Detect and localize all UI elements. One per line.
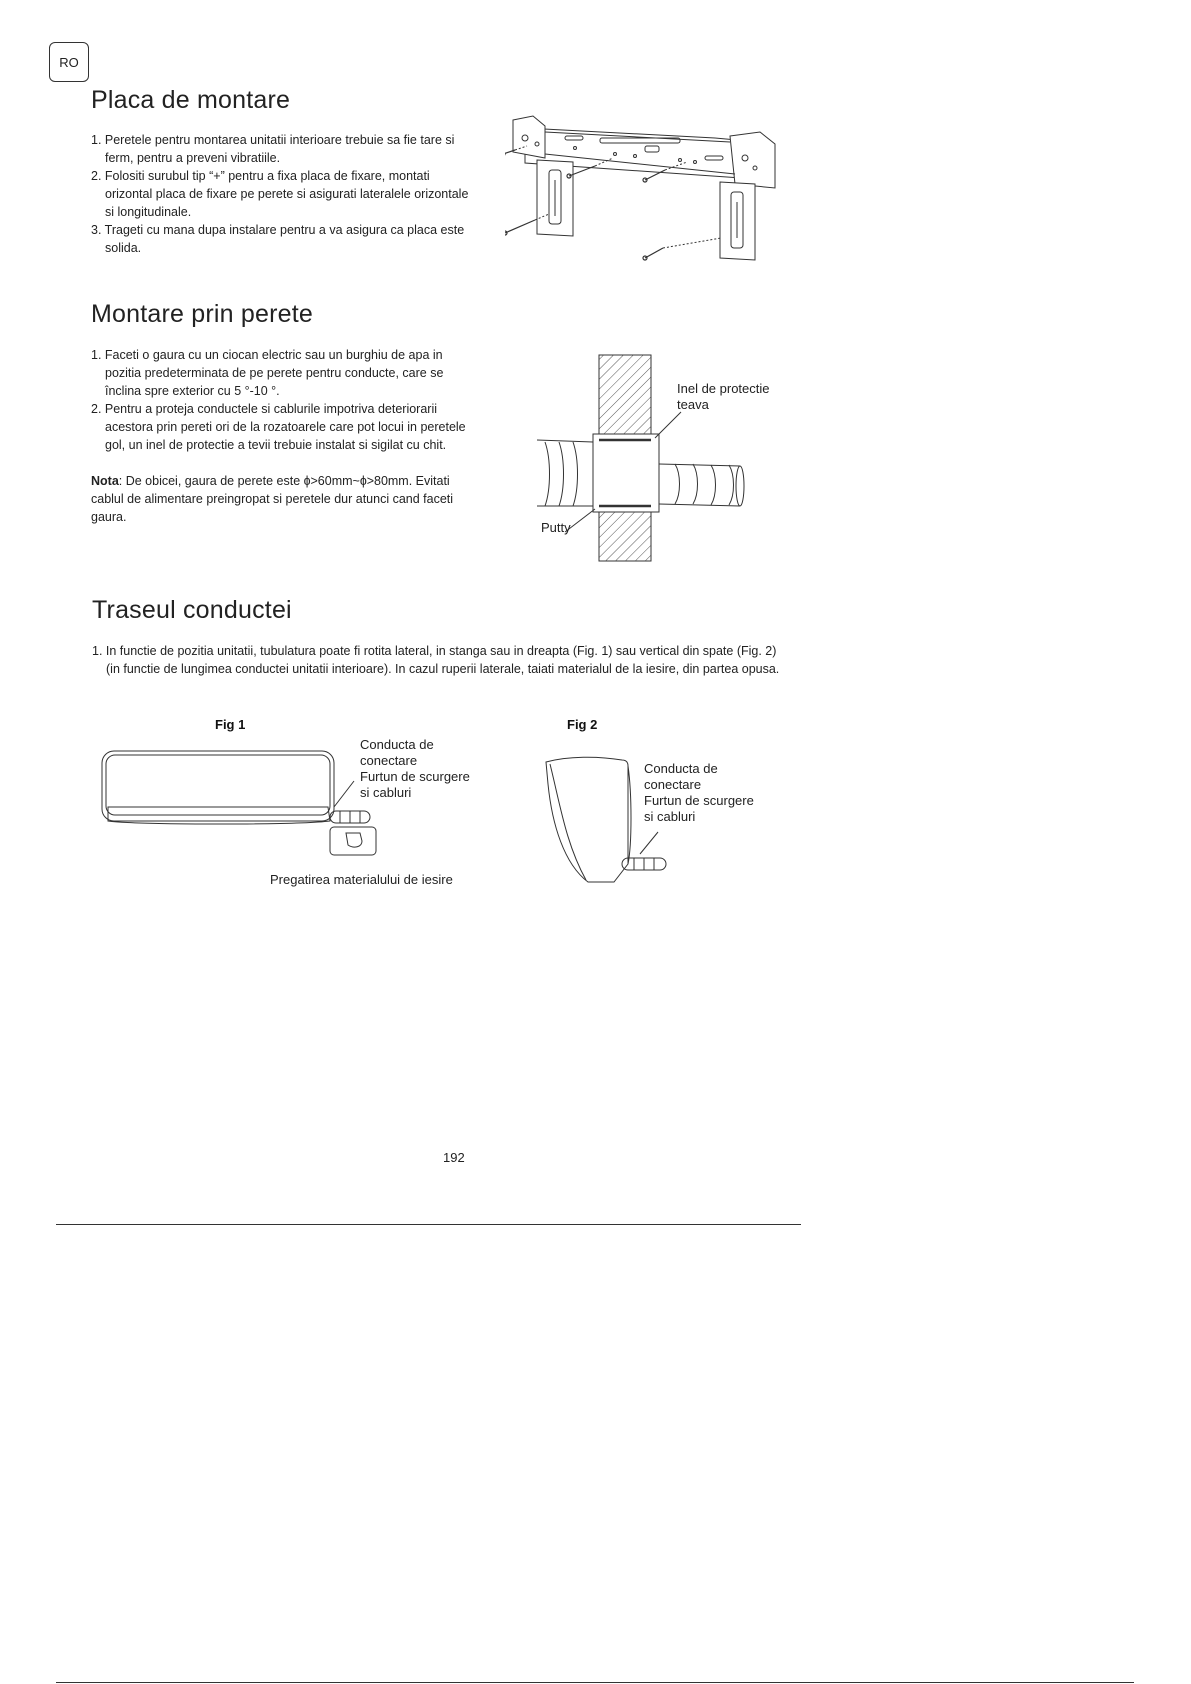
wall-mounting-steps	[91, 346, 471, 454]
wall-hole-note	[91, 472, 471, 526]
page-number: 192	[443, 1150, 465, 1165]
fig1-indoor-unit-side-routing	[98, 745, 383, 860]
fig1-label-line: Conducta de	[360, 737, 434, 752]
section-title-wall-mounting: Montare prin perete	[91, 300, 313, 328]
bottom-divider	[56, 1682, 1134, 1683]
section-title-mounting-plate: Placa de montare	[91, 86, 291, 114]
list-item: 2. Pentru a proteja conductele si cablurile impotriva deteriorarii acestora prin pereti ori de la rozatoarele care pot locui in peretele gol, un inel de protectie a tevii trebuie instalat si sigilat cu chit.	[91, 402, 466, 452]
page-divider	[56, 1224, 801, 1225]
list-item: 1. In functie de pozitia unitatii, tubulatura poate fi rotita lateral, in stanga sau in dreapta (Fig. 1) sau vertical din spate (Fig. 2) (in functie de lungimea conductei unitatii interioare). In cazul ruperii laterale, taiati materialul de la iesire, din partea opusa.	[92, 644, 780, 676]
fig1-label-line: Furtun de scurgere	[360, 769, 470, 784]
list-item: 2. Folositi surubul tip “+” pentru a fixa placa de fixare, montati orizontal placa de fixare pe perete si asigurati lateralele orizontale si longitudinale.	[91, 169, 469, 219]
language-badge: RO	[49, 42, 89, 82]
list-item: 1. Peretele pentru montarea unitatii interioare trebuie sa fie tare si ferm, pentru a preveni vibratiile.	[91, 133, 455, 165]
note-text: : De obicei, gaura de perete este ɸ>60mm~ɸ>80mm. Evitati cablul de alimentare preingropat si peretele dur atunci cand faceti gaura.	[91, 474, 454, 524]
list-item: 3. Trageti cu mana dupa instalare pentru a va asigura ca placa este solida.	[91, 223, 465, 255]
fig1-title: Fig 1	[215, 717, 246, 732]
fig2-label-line: si cabluri	[644, 809, 696, 824]
putty-label: Putty	[541, 520, 571, 535]
mounting-plate-steps	[91, 131, 471, 257]
fig2-label-line: Conducta de	[644, 761, 718, 776]
fig2-label-line: Furtun de scurgere	[644, 793, 754, 808]
fig2-title: Fig 2	[567, 717, 598, 732]
fig1-caption: Pregatirea materialului de iesire	[270, 872, 453, 887]
fig2-label-line: conectare	[644, 777, 702, 792]
fig2-label	[644, 761, 774, 825]
fig1-label-line: si cabluri	[360, 785, 412, 800]
mounting-plate-illustration	[505, 108, 790, 266]
note-label: Nota	[91, 474, 119, 488]
section-title-pipe-route: Traseul conductei	[92, 596, 292, 624]
fig1-label	[360, 737, 490, 801]
pipe-route-steps	[92, 642, 792, 678]
protective-ring-label: Inel de protectie teava	[677, 381, 770, 412]
fig1-label-line: conectare	[360, 753, 418, 768]
list-item: 1. Faceti o gaura cu un ciocan electric sau un burghiu de apa in pozitia predeterminata de pe perete pentru conducte, care se înclina spre exterior cu 5 °-10 °.	[91, 348, 444, 398]
